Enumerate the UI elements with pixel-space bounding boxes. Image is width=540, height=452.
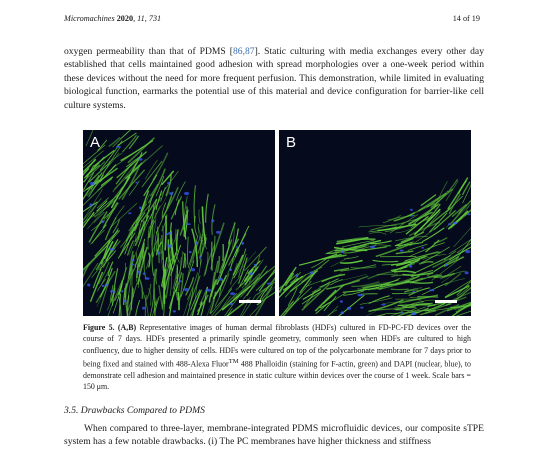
nucleus	[400, 250, 404, 252]
actin-fiber	[120, 227, 134, 256]
nucleus	[138, 158, 142, 161]
actin-fiber	[158, 227, 160, 264]
nucleus	[189, 251, 192, 253]
nucleus	[169, 192, 173, 195]
nucleus	[341, 311, 345, 314]
nucleus	[168, 232, 171, 235]
figure-5	[83, 130, 471, 316]
actin-fiber	[162, 235, 163, 260]
nucleus	[229, 269, 232, 272]
nucleus	[143, 273, 146, 275]
nucleus	[132, 259, 135, 261]
nucleus	[110, 248, 115, 250]
nucleus	[137, 271, 140, 274]
actin-fiber	[140, 279, 143, 299]
nucleus	[102, 285, 105, 287]
nucleus	[211, 219, 214, 222]
nucleus	[401, 312, 404, 314]
nucleus	[157, 252, 160, 255]
panel-label-b: B	[286, 134, 297, 151]
actin-fiber	[446, 181, 458, 201]
actin-fiber	[113, 130, 140, 147]
actin-fiber	[391, 289, 409, 290]
actin-fiber	[163, 251, 164, 278]
reference-link[interactable]: 86,87	[232, 46, 255, 57]
nucleus	[216, 231, 221, 234]
actin-fiber	[204, 244, 215, 276]
actin-fiber	[373, 260, 399, 261]
nucleus	[465, 250, 470, 253]
actin-fiber	[324, 296, 336, 311]
micrograph-panel-a	[83, 130, 275, 316]
nucleus	[191, 268, 195, 271]
nucleus	[360, 307, 363, 309]
actin-fiber	[406, 281, 433, 283]
nucleus	[381, 304, 385, 306]
nucleus	[145, 277, 150, 280]
fibroblast-image-b	[279, 130, 471, 316]
nucleus	[411, 215, 413, 217]
nucleus	[195, 242, 198, 245]
actin-fiber	[184, 253, 186, 268]
actin-fiber	[127, 159, 146, 179]
body-paragraph: oxygen permeability than that of PDMS [86,87]. Static culturing with media exchanges every other day established that cells maintained good adhesion with spread morphologies over a one-week period within these devices without the need for more frequent perfusion. This demonstration, while limited in evaluating biological function, earmarks the potential use of this material and device configuration for barrier-like cell culture systems.	[64, 46, 484, 111]
nucleus	[230, 292, 235, 295]
actin-fiber	[227, 250, 240, 276]
nucleus	[340, 300, 343, 303]
actin-fiber	[202, 227, 203, 245]
nucleus	[370, 246, 375, 248]
nucleus	[236, 246, 239, 248]
actin-fiber	[344, 256, 359, 259]
actin-fiber	[335, 295, 365, 316]
nucleus	[167, 182, 170, 184]
actin-fiber	[340, 261, 362, 264]
actin-fiber	[369, 296, 390, 304]
actin-fiber	[206, 194, 209, 223]
actin-fiber	[383, 300, 416, 304]
nucleus	[131, 264, 135, 266]
actin-fiber	[458, 181, 466, 194]
nucleus	[430, 289, 435, 291]
nucleus	[168, 244, 173, 247]
nucleus	[173, 310, 176, 312]
actin-fiber	[100, 153, 119, 176]
scale-bar-a	[239, 300, 261, 303]
actin-fiber	[92, 248, 116, 278]
nucleus	[410, 209, 413, 211]
nucleus	[128, 212, 131, 214]
nucleus	[166, 233, 169, 235]
scale-bar-b	[435, 300, 457, 303]
actin-fiber	[153, 153, 168, 180]
actin-fiber	[394, 271, 416, 273]
actin-fiber	[177, 229, 178, 251]
actin-fiber	[178, 292, 179, 310]
caption-label: Figure 5.	[83, 323, 115, 332]
actin-fiber	[359, 225, 397, 227]
actin-fiber	[368, 272, 393, 279]
nucleus	[413, 291, 416, 293]
page-number: 14 of 19	[452, 14, 480, 23]
nucleus	[113, 291, 116, 293]
caption-panels: (A,B)	[117, 323, 137, 332]
nucleus	[135, 182, 137, 184]
page-header	[64, 14, 480, 23]
panel-label-a: A	[90, 134, 101, 151]
nucleus	[465, 271, 469, 274]
nucleus	[467, 213, 470, 215]
actin-fiber	[375, 245, 391, 246]
nucleus	[219, 278, 223, 281]
nucleus	[310, 271, 313, 274]
actin-fiber	[195, 216, 198, 236]
section-heading: 3.5. Drawbacks Compared to PDMS	[64, 405, 205, 416]
actin-fiber	[325, 310, 338, 316]
actin-fiber	[156, 268, 157, 284]
actin-fiber	[392, 293, 415, 294]
actin-fiber	[286, 287, 312, 312]
nucleus	[241, 242, 244, 245]
nucleus	[101, 221, 104, 224]
nucleus	[448, 223, 451, 225]
nucleus	[142, 307, 145, 310]
actin-fiber	[124, 263, 126, 280]
nucleus	[421, 247, 424, 249]
nucleus	[254, 264, 257, 266]
nucleus	[358, 294, 363, 296]
figure-caption: Figure 5. (A,B) Representative images of human dermal fibroblasts (HDFs) cultured in FD-PC-FD devices over the course of 7 days. HDFs presented a primarily spindle geometry, commonly seen when HDFs are cultured to high confluency, due to higher density of cells. HDFs were cultured on top of the polycarbonate membrane for 7 days prior to being fixed and stained with 488-Alexa Fluor™ 488 Phalloidin (staining for F-actin, green) and DAPI (nuclear, blue), to demonstrate cell adhesion and maintained presence in static culture within devices over the course of 1 week. Scale bars = 150 μm.	[83, 323, 471, 392]
nucleus	[184, 288, 189, 291]
nucleus	[89, 203, 92, 206]
actin-fiber	[136, 300, 140, 316]
actin-fiber	[419, 262, 433, 264]
actin-fiber	[417, 297, 438, 298]
actin-fiber	[434, 238, 447, 243]
nucleus	[409, 265, 412, 268]
actin-fiber	[319, 279, 338, 288]
nucleus	[445, 264, 448, 266]
nucleus	[121, 290, 124, 292]
nucleus	[186, 223, 191, 225]
actin-fiber	[360, 298, 393, 305]
actin-fiber	[408, 244, 428, 251]
actin-fiber	[199, 209, 200, 223]
nucleus	[229, 303, 233, 305]
nucleus	[124, 300, 127, 302]
nucleus	[139, 206, 142, 209]
nucleus	[249, 272, 253, 275]
actin-fiber	[106, 202, 117, 219]
nucleus	[105, 284, 109, 286]
nucleus	[90, 182, 95, 185]
actin-fiber	[109, 228, 119, 245]
nucleus	[184, 192, 189, 195]
micrograph-panel-b	[279, 130, 471, 316]
journal-citation: Micromachines 2020, 11, 731	[64, 14, 162, 23]
actin-fiber	[330, 279, 343, 285]
actin-fiber	[154, 269, 156, 305]
actin-fiber	[175, 199, 179, 215]
nucleus	[296, 274, 298, 277]
actin-fiber	[115, 206, 124, 219]
actin-fiber	[299, 254, 337, 265]
nucleus	[199, 256, 201, 259]
actin-fiber	[395, 299, 421, 300]
actin-fiber	[327, 306, 339, 316]
nucleus	[347, 307, 351, 310]
actin-fiber	[409, 288, 430, 296]
actin-fiber	[188, 237, 189, 265]
body-paragraph-2: When compared to three-layer, membrane-integrated PDMS microfluidic devices, our composite sTPE system has a few notable drawbacks. (i) The PC membranes have higher thickness and stiffness	[64, 423, 484, 448]
nucleus	[411, 312, 416, 315]
actin-fiber	[244, 247, 266, 271]
actin-fiber	[369, 232, 386, 234]
nucleus	[87, 284, 90, 287]
nucleus	[206, 289, 211, 292]
nucleus	[179, 280, 182, 282]
nucleus	[267, 283, 271, 285]
actin-fiber	[147, 284, 151, 300]
actin-fiber	[420, 311, 436, 315]
fibroblast-image-a	[83, 130, 275, 316]
nucleus	[116, 146, 121, 148]
nucleus	[341, 250, 344, 253]
actin-fiber	[145, 295, 146, 316]
actin-fiber	[396, 251, 414, 253]
actin-fiber	[228, 276, 241, 291]
nucleus	[453, 222, 458, 224]
actin-fiber	[129, 181, 140, 196]
actin-fiber	[113, 147, 143, 168]
